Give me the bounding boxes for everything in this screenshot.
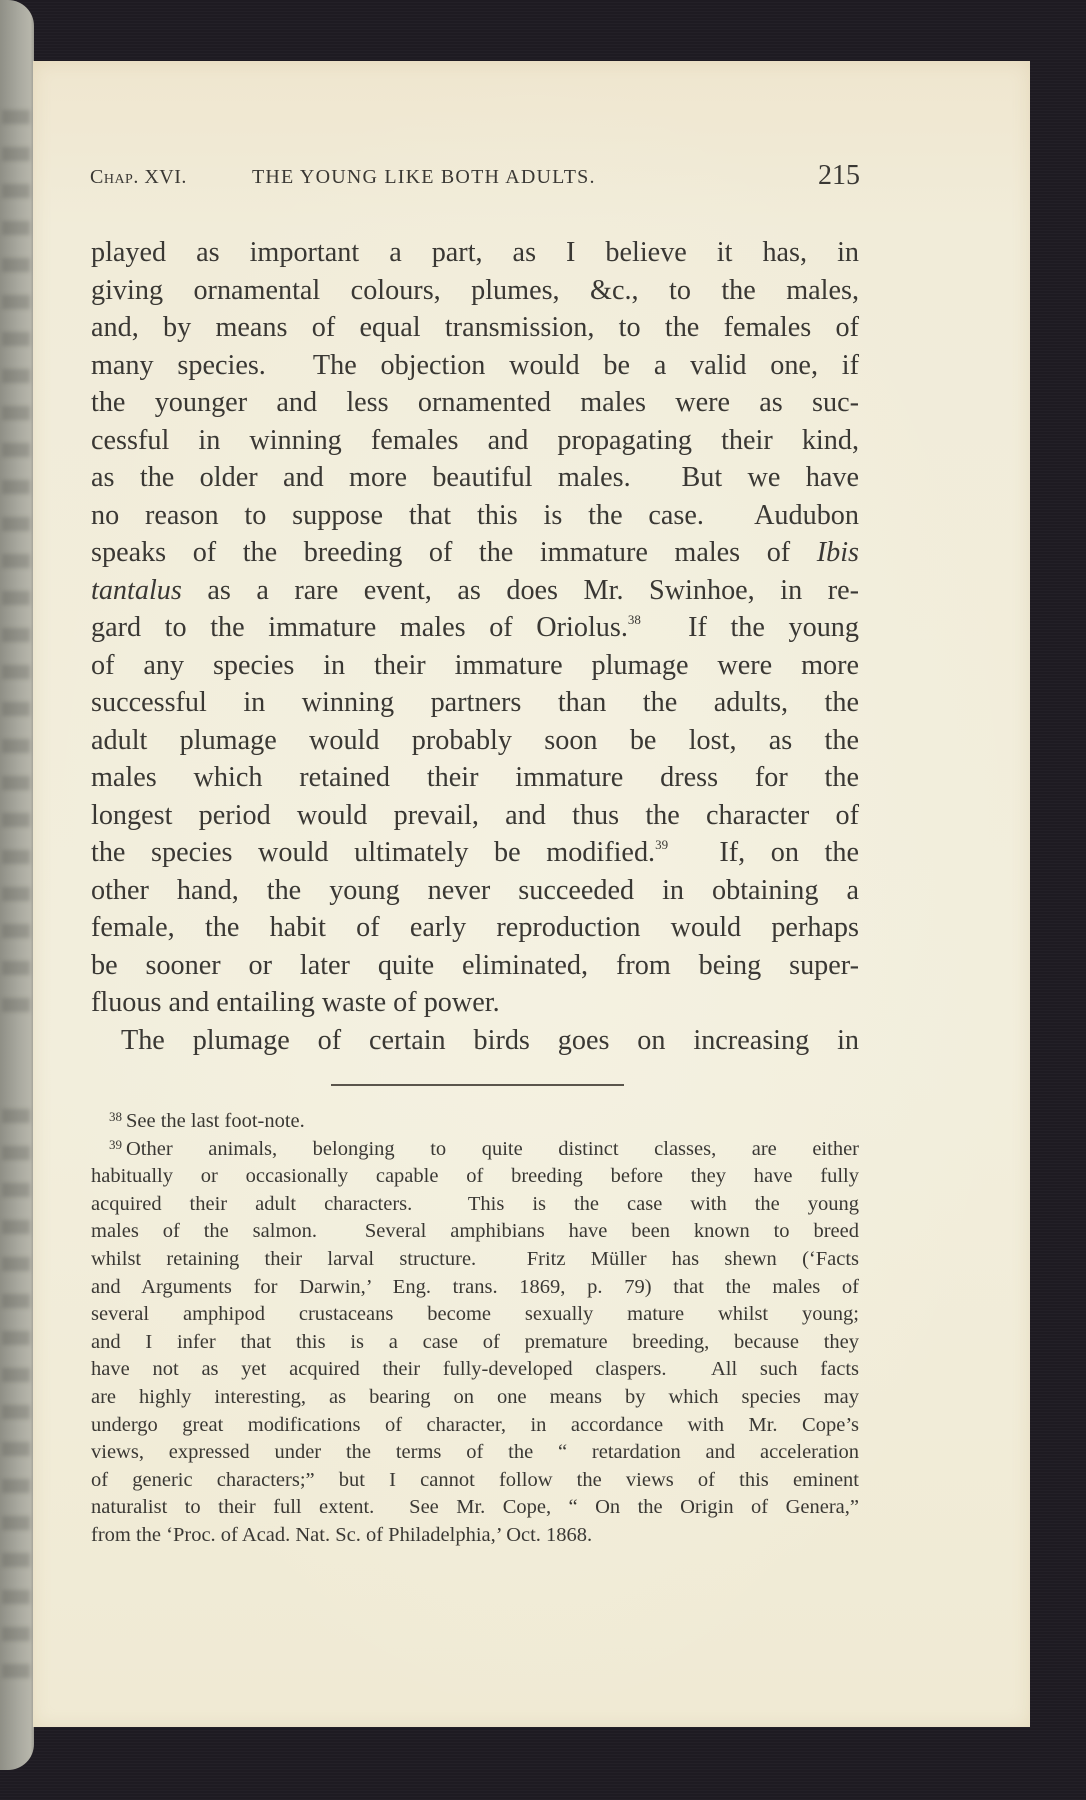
footnote-line (91, 1218, 859, 1246)
footnote-line (91, 1439, 859, 1467)
bleed-through-text (2, 1516, 30, 1530)
text-segment: males which retained their immature dress for the (91, 762, 859, 793)
footnote-text: and Arguments for Darwin,’ Eng. trans. 1869, p. 79) that the males of (91, 1275, 859, 1298)
text-segment: as the older and more beautiful males. But we have (91, 462, 859, 493)
bleed-through-text (2, 1442, 30, 1456)
bleed-through-text (2, 887, 30, 901)
bleed-through-text (2, 184, 30, 198)
bleed-through-text (2, 1368, 30, 1382)
body-text (91, 234, 859, 1059)
footnote-text: Other animals, belonging to quite distinct classes, are either (126, 1137, 859, 1160)
footnote-line (91, 1191, 859, 1219)
footnote-number: 39 (109, 1136, 122, 1152)
bleed-through-text (2, 1109, 30, 1123)
bleed-through-text (2, 1220, 30, 1234)
bleed-through-text (2, 1479, 30, 1493)
bleed-through-text (2, 628, 30, 642)
text-segment: no reason to suppose that this is the case. Audubon (91, 499, 859, 531)
footnote-line (91, 1108, 859, 1136)
bleed-through-text (2, 1627, 30, 1641)
bleed-through-text (2, 258, 30, 272)
text-segment: the younger and less ornamented males were as suc- (91, 387, 859, 418)
footnote-text: males of the salmon. Several amphibians have been known to breed (91, 1220, 859, 1243)
footnote-text: whilst retaining their larval structure. Fritz Müller has shewn (‘Facts (91, 1247, 859, 1270)
bleed-through-text (2, 480, 30, 494)
footnote-reference: 39 (655, 837, 669, 852)
bleed-through-text (2, 332, 30, 346)
bleed-through-text (2, 406, 30, 420)
bleed-through-text (2, 554, 30, 568)
footnote-line (91, 1412, 859, 1440)
body-line (91, 984, 859, 1022)
bleed-through-text (2, 1294, 30, 1308)
footnote-line (91, 1522, 859, 1550)
bleed-through-text (2, 1183, 30, 1197)
bleed-through-text (2, 665, 30, 679)
running-head (90, 162, 860, 198)
bleed-through-text (2, 1405, 30, 1419)
footnote-line (91, 1356, 859, 1384)
text-segment: speaks of the breeding of the immature males of (91, 537, 817, 568)
body-line (91, 572, 859, 610)
text-segment: successful in winning partners than the adults, the (91, 687, 859, 718)
page-number: 215 (818, 160, 860, 191)
text-segment: fluous and entailing waste of power. (91, 987, 500, 1018)
body-line (91, 647, 859, 685)
running-title: THE YOUNG LIKE BOTH ADULTS. (252, 166, 596, 188)
bleed-through-text (2, 443, 30, 457)
bleed-through-text (2, 776, 30, 790)
footnote-text: acquired their adult characters. This is the case with the young (91, 1192, 859, 1215)
footnote-line (91, 1274, 859, 1302)
body-line (91, 497, 859, 535)
footnotes (91, 1108, 859, 1550)
text-segment: If the young (640, 612, 859, 643)
footnote-text: habitually or occasionally capable of breeding before they have fully (91, 1165, 859, 1188)
bleed-through-text (2, 924, 30, 938)
bleed-through-text (2, 850, 30, 864)
text-segment: giving ornamental colours, plumes, &c., to the males, (91, 274, 859, 306)
body-line (91, 722, 859, 760)
body-line (91, 909, 859, 947)
footnote-line (91, 1301, 859, 1329)
footnote-line (91, 1384, 859, 1412)
text-segment: played as important a part, as I believe it has, in (91, 237, 859, 268)
bleed-through-text (2, 702, 30, 716)
bleed-through-text (2, 739, 30, 753)
body-line (91, 347, 859, 385)
footnote-text: have not as yet acquired their fully-developed claspers. All such facts (91, 1358, 859, 1381)
footnote-text: See the last foot-note. (126, 1110, 305, 1132)
footnote-line (91, 1246, 859, 1274)
bleed-through-text (2, 1553, 30, 1567)
bleed-through-text (2, 147, 30, 161)
bleed-through-text (2, 221, 30, 235)
footnote-reference: 38 (627, 612, 641, 627)
text-segment: gard to the immature males of Oriolus. (91, 612, 628, 643)
bleed-through-text (2, 998, 30, 1012)
text-segment: The plumage of certain birds goes on increasing in (121, 1024, 859, 1056)
previous-page-edge (0, 0, 34, 1770)
text-segment: as a rare event, as does Mr. Swinhoe, in re- (181, 574, 859, 606)
footnote-text: and I infer that this is a case of premature breeding, because they (91, 1330, 859, 1353)
body-line (91, 947, 859, 985)
footnote-text: several amphipod crustaceans become sexually mature whilst young; (91, 1303, 859, 1326)
bleed-through-text (2, 961, 30, 975)
text-segment: and, by means of equal transmission, to the females of (91, 312, 859, 343)
text-segment: the species would ultimately be modified. (91, 837, 656, 868)
text-segment: many species. The objection would be a valid one, if (91, 349, 859, 381)
text-segment: longest period would prevail, and thus the character of (91, 799, 859, 831)
body-line (91, 234, 859, 272)
body-line (91, 272, 859, 310)
bleed-through-text (2, 295, 30, 309)
footnote-text: naturalist to their full extent. See Mr. Cope, “ On the Origin of Genera,” (91, 1496, 859, 1519)
text-segment: adult plumage would probably soon be lost, as the (91, 724, 859, 756)
text-segment: female, the habit of early reproduction would perhaps (91, 912, 859, 943)
text-segment: other hand, the young never succeeded in obtaining a (91, 874, 859, 906)
italic-text: tantalus (91, 574, 182, 606)
body-line (91, 1022, 859, 1060)
footnote-line (91, 1329, 859, 1357)
body-line (91, 872, 859, 910)
footnote-line (91, 1494, 859, 1522)
body-line (91, 534, 859, 572)
footnote-text: undergo great modifications of character, in accordance with Mr. Cope’s (91, 1413, 859, 1436)
footnote-text: of generic characters;” but I cannot follow the views of this eminent (91, 1468, 859, 1491)
bleed-through-text (2, 1664, 30, 1678)
body-line (91, 422, 859, 460)
body-line (91, 309, 859, 347)
body-line (91, 609, 859, 647)
bleed-through-text (2, 1590, 30, 1604)
bleed-through-text (2, 517, 30, 531)
footnote-separator (331, 1084, 624, 1086)
footnote-line (91, 1136, 859, 1164)
bleed-through-text (2, 369, 30, 383)
footnote-line (91, 1163, 859, 1191)
body-line (91, 384, 859, 422)
bleed-through-text (2, 1146, 30, 1160)
bleed-through-text (2, 591, 30, 605)
footnote-number: 38 (109, 1109, 122, 1124)
bleed-through-text (2, 110, 30, 124)
body-line (91, 834, 859, 872)
footnote-text: are highly interesting, as bearing on one means by which species may (91, 1385, 859, 1408)
chapter-label: Chap. XVI. (90, 166, 187, 188)
text-segment: be sooner or later quite eliminated, from being super- (91, 949, 859, 981)
body-line (91, 797, 859, 835)
italic-text: Ibis (816, 537, 859, 568)
footnote-text: from the ‘Proc. of Acad. Nat. Sc. of Philadelphia,’ Oct. 1868. (91, 1523, 593, 1546)
bleed-through-text (2, 1257, 30, 1271)
footnote-text: views, expressed under the terms of the “ retardation and acceleration (91, 1441, 859, 1464)
bleed-through-text (2, 1331, 30, 1345)
footnote-line (91, 1467, 859, 1495)
bleed-through-text (2, 813, 30, 827)
body-line (91, 459, 859, 497)
body-line (91, 759, 859, 797)
text-segment: cessful in winning females and propagating their kind, (91, 424, 859, 456)
text-segment: If, on the (668, 837, 859, 868)
text-segment: of any species in their immature plumage were more (91, 649, 859, 681)
body-line (91, 684, 859, 722)
